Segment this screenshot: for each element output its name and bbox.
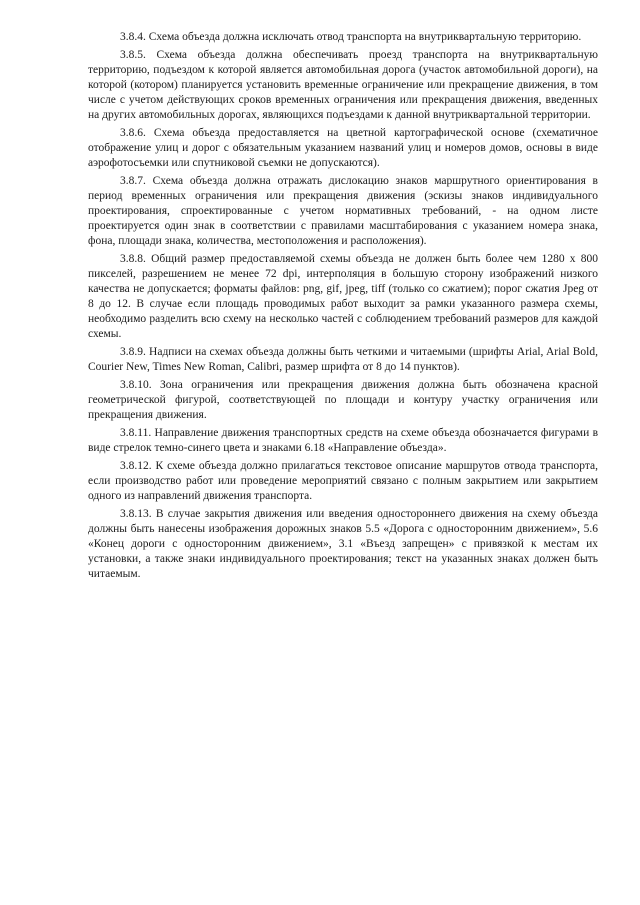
paragraph-3-8-11: 3.8.11. Направление движения транспортных средств на схеме объезда обозначается фигурами в виде стрелок темно-синего цвета и знаками 6.18 «Направление объезда». <box>88 427 598 454</box>
document-page <box>88 30 598 585</box>
paragraph-3-8-7: 3.8.7. Схема объезда должна отражать дислокацию знаков маршрутного ориентирования в период временных ограничения или прекращения движения (эскизы знаков индивидуального проектирования, спроектированные с учетом нормативных требований, - на одном листе проектируется один знак в соответствии с правилами масштабирования с указанием номера знака, фона, площади знака, количества, местоположения и расположения). <box>88 175 598 247</box>
paragraph-3-8-5: 3.8.5. Схема объезда должна обеспечивать проезд транспорта на внутриквартальную территорию, подъездом к которой является автомобильная дорога (участок автомобильной дороги), на которой (котором) планируется установить временные ограничение или прекращение движения, в том числе с учетом действующих сроков временных ограничения или прекращения движения, введенных на других автомобильных дорогах, являющихся подъездами к данной внутриквартальной территории. <box>88 49 598 121</box>
paragraph-3-8-8: 3.8.8. Общий размер предоставляемой схемы объезда не должен быть более чем 1280 x 800 пикселей, разрешением не менее 72 dpi, интерполяция в большую сторону изображений низкого качества не допускается; форматы файлов: png, gif, jpeg, tiff (только со сжатием); порог сжатия Jpeg от 8 до 12. В случае если площадь проводимых работ выходит за рамки указанного размера схемы, необходимо разделить всю схему на несколько частей с соблюдением требований размеров для каждой схемы. <box>88 253 598 340</box>
paragraph-3-8-9: 3.8.9. Надписи на схемах объезда должны быть четкими и читаемыми (шрифты Arial, Arial Bold, Courier New, Times New Roman, Calibri, размер шрифта от 8 до 14 пунктов). <box>88 346 598 373</box>
paragraph-3-8-10: 3.8.10. Зона ограничения или прекращения движения должна быть обозначена красной геометрической фигурой, соответствующей по площади и контуру участку ограничения или прекращения движения. <box>88 379 598 421</box>
paragraph-3-8-13: 3.8.13. В случае закрытия движения или введения одностороннего движения на схему объезда должны быть нанесены изображения дорожных знаков 5.5 «Дорога с односторонним движением», 5.6 «Конец дороги с односторонним движением», 3.1 «Въезд запрещен» с привязкой к местам их установки, а также знаки индивидуального проектирования; текст на указанных знаках должен быть читаемым. <box>88 508 598 580</box>
paragraph-3-8-4: 3.8.4. Схема объезда должна исключать отвод транспорта на внутриквартальную территорию. <box>120 31 582 43</box>
paragraph-3-8-12: 3.8.12. К схеме объезда должно прилагаться текстовое описание маршрутов отвода транспорта, если производство работ или проведение мероприятий связано с полным закрытием или закрытием одного из направлений движения транспорта. <box>88 460 598 502</box>
paragraph-3-8-6: 3.8.6. Схема объезда предоставляется на цветной картографической основе (схематичное отображение улиц и дорог с обязательным указанием названий улиц и номеров домов, основы в виде аэрофотосъемки или спутниковой съемки не допускаются). <box>88 127 598 169</box>
